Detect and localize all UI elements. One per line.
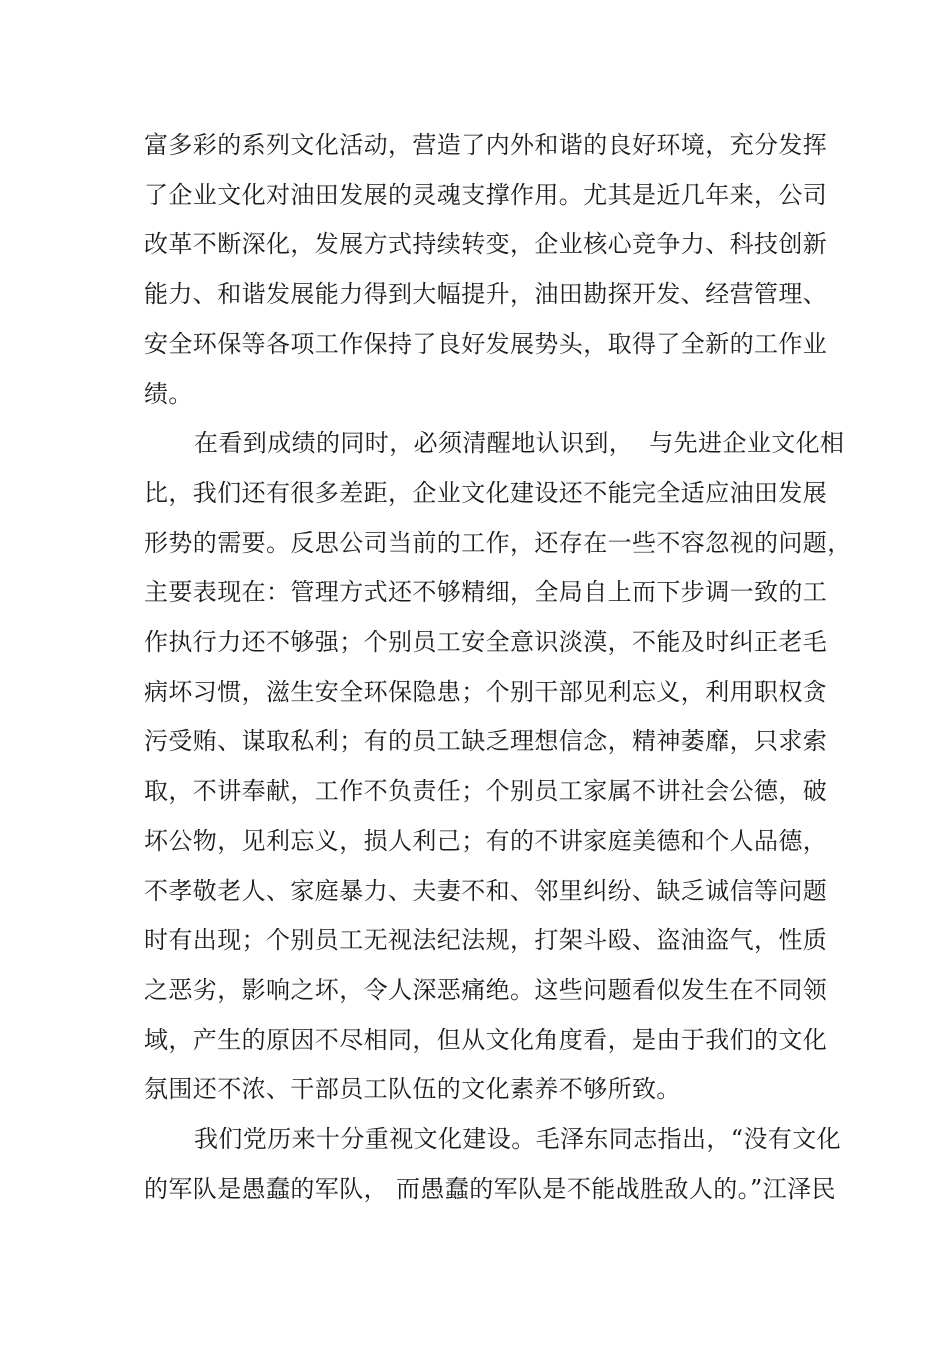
- text-line: 污受贿、谋取私利；有的员工缺乏理想信念，精神萎靡，只求索: [144, 727, 828, 755]
- text-line: 取，不讲奉献，工作不负责任；个别员工家属不讲社会公德，破: [144, 777, 828, 805]
- text-line: 病坏习惯，滋生安全环保隐患；个别干部见利忘义，利用职权贪: [144, 678, 828, 706]
- text-line: 在看到成绩的同时，必须清醒地认识到， 与先进企业文化相: [194, 429, 845, 457]
- text-line: 氛围还不浓、干部员工队伍的文化素养不够所致。: [144, 1075, 681, 1103]
- text-line: 比，我们还有很多差距，企业文化建设还不能完全适应油田发展: [144, 479, 828, 507]
- text-line: 安全环保等各项工作保持了良好发展势头，取得了全新的工作业: [144, 330, 828, 358]
- text-line: 之恶劣，影响之坏，令人深恶痛绝。这些问题看似发生在不同领: [144, 976, 828, 1004]
- text-line: 形势的需要。反思公司当前的工作，还存在一些不容忽视的问题，: [144, 529, 852, 557]
- text-line: 坏公物，见利忘义，损人利己；有的不讲家庭美德和个人品德，: [144, 827, 828, 855]
- text-line: 我们党历来十分重视文化建设。毛泽东同志指出，“没有文化: [194, 1125, 842, 1153]
- text-line: 主要表现在：管理方式还不够精细，全局自上而下步调一致的工: [144, 578, 828, 606]
- text-line: 作执行力还不够强；个别员工安全意识淡漠，不能及时纠正老毛: [144, 628, 828, 656]
- text-line: 了企业文化对油田发展的灵魂支撑作用。尤其是近几年来，公司: [144, 181, 828, 209]
- text-line: 的军队是愚蠢的军队， 而愚蠢的军队是不能战胜敌人的。”江泽民: [144, 1175, 836, 1203]
- text-line: 时有出现；个别员工无视法纪法规，打架斗殴、盗油盗气，性质: [144, 926, 828, 954]
- text-line: 域，产生的原因不尽相同，但从文化角度看，是由于我们的文化: [144, 1026, 828, 1054]
- text-line: 不孝敬老人、家庭暴力、夫妻不和、邻里纠纷、缺乏诚信等问题: [144, 877, 828, 905]
- text-line: 绩。: [144, 380, 193, 408]
- text-line: 富多彩的系列文化活动，营造了内外和谐的良好环境，充分发挥: [144, 131, 828, 159]
- text-line: 能力、和谐发展能力得到大幅提升，油田勘探开发、经营管理、: [144, 280, 828, 308]
- text-line: 改革不断深化，发展方式持续转变，企业核心竞争力、科技创新: [144, 230, 828, 258]
